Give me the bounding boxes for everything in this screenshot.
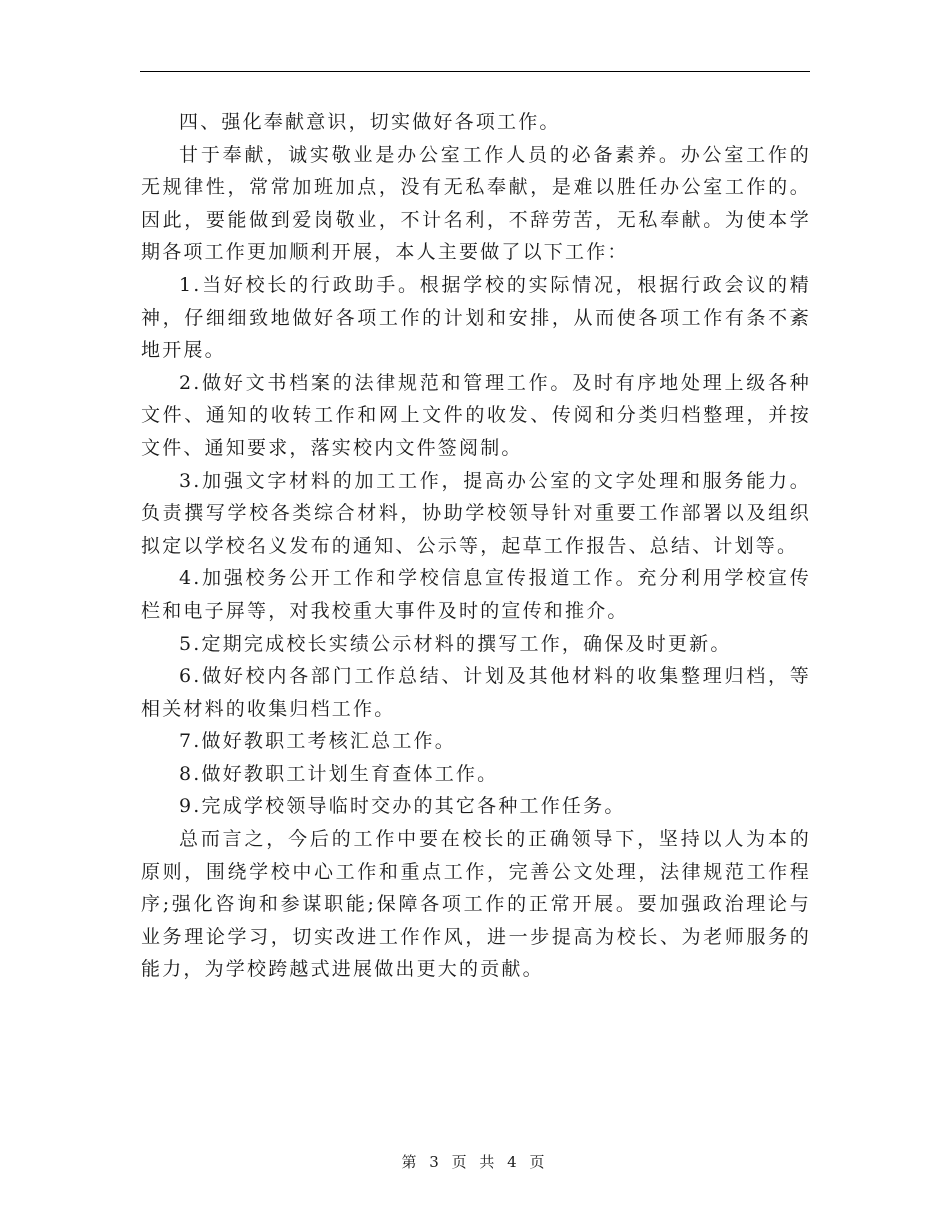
page-number-footer: 第 3 页 共 4 页 — [401, 1153, 549, 1171]
list-item-2: 2.做好文书档案的法律规范和管理工作。及时有序地处理上级各种文件、通知的收转工作和网上文件的收发、传阅和分类归档整理，并按文件、通知要求，落实校内文件签阅制。 — [141, 371, 811, 459]
section-heading: 四、强化奉献意识，切实做好各项工作。 — [179, 111, 561, 133]
list-item-8: 8.做好教职工计划生育查体工作。 — [179, 762, 499, 785]
document-body — [141, 106, 811, 986]
list-item-5: 5.定期完成校长实绩公示材料的撰写工作，确保及时更新。 — [179, 632, 732, 655]
list-item-4: 4.加强校务公开工作和学校信息宣传报道工作。充分利用学校宣传栏和电子屏等，对我校重大事件及时的宣传和推介。 — [141, 567, 811, 622]
list-item-3: 3.加强文字材料的加工工作，提高办公室的文字处理和服务能力。负责撰写学校各类综合材料，协助学校领导针对重要工作部署以及组织拟定以学校名义发布的通知、公示等，起草工作报告、总结、计划等。 — [141, 469, 811, 557]
intro-paragraph: 甘于奉献，诚实敬业是办公室工作人员的必备素养。办公室工作的无规律性，常常加班加点，没有无私奉献，是难以胜任办公室工作的。因此，要能做到爱岗敬业，不计名利，不辞劳苦，无私奉献。为使本学期各项工作更加顺利开展，本人主要做了以下工作： — [141, 143, 811, 264]
list-item-1: 1.当好校长的行政助手。根据学校的实际情况，根据行政会议的精神，仔细细致地做好各项工作的计划和安排，从而使各项工作有条不紊地开展。 — [141, 273, 811, 362]
conclusion-paragraph: 总而言之，今后的工作中要在校长的正确领导下，坚持以人为本的原则，围绕学校中心工作和重点工作，完善公文处理，法律规范工作程序;强化咨询和参谋职能;保障各项工作的正常开展。要加强政治理论与业务理论学习，切实改进工作作风，进一步提高为校长、为老师服务的能力，为学校跨越式进展做出更大的贡献。 — [141, 828, 811, 981]
list-item-7: 7.做好教职工考核汇总工作。 — [179, 730, 456, 753]
list-item-6: 6.做好校内各部门工作总结、计划及其他材料的收集整理归档，等相关材料的收集归档工作。 — [141, 665, 811, 720]
list-item-9: 9.完成学校领导临时交办的其它各种工作任务。 — [179, 795, 626, 818]
header-rule — [140, 71, 810, 72]
